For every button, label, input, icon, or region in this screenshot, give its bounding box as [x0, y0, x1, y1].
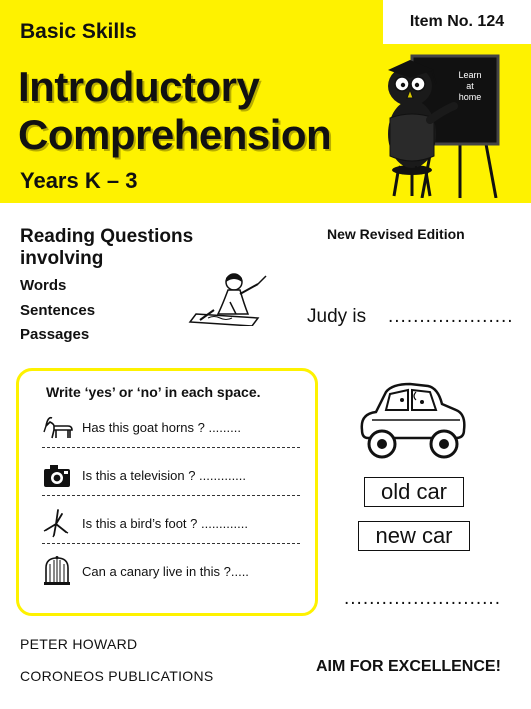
- judy-prompt: Judy is: [307, 306, 367, 327]
- item-number: Item No. 124: [383, 0, 531, 44]
- question-instruction: Write ‘yes’ or ‘no’ in each space.: [46, 384, 261, 400]
- judy-answer-blank[interactable]: ....................: [388, 306, 514, 327]
- skill-passages: Passages: [20, 326, 90, 343]
- reading-heading: Reading Questions involving: [20, 226, 194, 269]
- skill-sentences: Sentences: [20, 302, 96, 319]
- answer-line[interactable]: [42, 447, 300, 448]
- question-row-cage: [40, 556, 300, 588]
- girl-drawing-illustration: [188, 270, 272, 326]
- question-row-goat: [40, 412, 300, 444]
- old-car-option[interactable]: old car: [364, 477, 464, 507]
- question-cage-text: Can a canary live in this ?.....: [82, 564, 249, 579]
- skill-words: Words: [20, 277, 67, 294]
- year-levels: Years K – 3: [20, 168, 138, 193]
- author-name: PETER HOWARD: [20, 636, 138, 652]
- series-title: Basic Skills: [20, 20, 137, 43]
- answer-line[interactable]: [42, 543, 300, 544]
- goat-icon: [40, 412, 74, 442]
- edition-label: New Revised Edition: [327, 226, 465, 242]
- slogan: AIM FOR EXCELLENCE!: [316, 658, 501, 675]
- new-car-option[interactable]: new car: [358, 521, 470, 551]
- owl-teacher-illustration: [382, 48, 500, 198]
- car-illustration: [352, 378, 470, 460]
- board-text-line3: home: [458, 92, 482, 102]
- book-title-line1: Introductory: [18, 63, 260, 110]
- publisher-name: CORONEOS PUBLICATIONS: [20, 668, 214, 684]
- bird-foot-icon: [40, 508, 74, 538]
- question-row-camera: [40, 460, 300, 492]
- birdcage-icon: [40, 556, 74, 586]
- question-goat-text: Has this goat horns ? .........: [82, 420, 241, 435]
- board-text-line1: Learn: [458, 70, 482, 80]
- answer-line[interactable]: [42, 495, 300, 496]
- book-title-line2: Comprehension: [18, 111, 332, 158]
- question-foot-text: Is this a bird’s foot ? .............: [82, 516, 248, 531]
- car-answer-blank[interactable]: .........................: [344, 588, 501, 609]
- camera-icon: [40, 460, 74, 490]
- question-camera-text: Is this a television ? .............: [82, 468, 247, 483]
- question-row-foot: [40, 508, 300, 540]
- board-text-line2: at: [466, 81, 474, 91]
